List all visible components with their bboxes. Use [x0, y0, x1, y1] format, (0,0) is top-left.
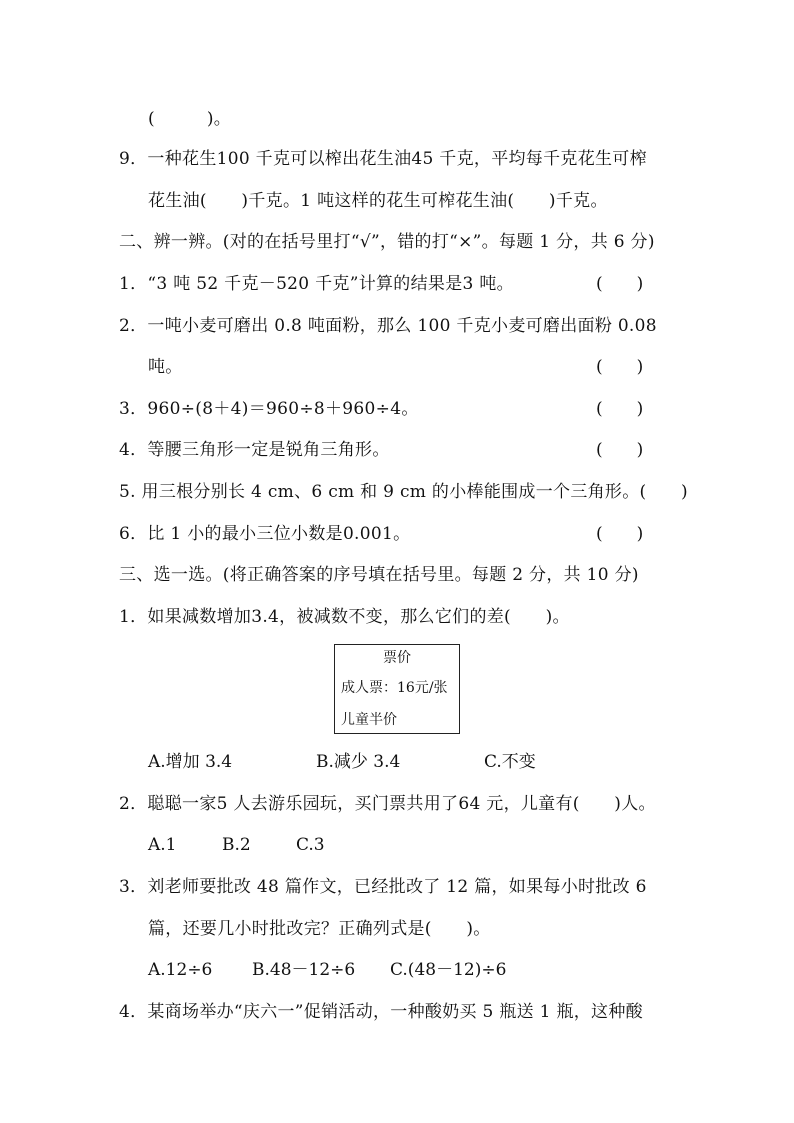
judge-5: 5. 用三根分别长 4 cm、6 cm 和 9 cm 的小棒能围成一个三角形。( ) [119, 482, 688, 502]
question-9-line-1: 9．一种花生100 千克可以榨出花生油45 千克，平均每千克花生可榨 [119, 149, 647, 169]
section-2-title: 二、辨一辨。(对的在括号里打“√”，错的打“×”。每题 1 分，共 6 分) [119, 232, 655, 252]
judge-2-answer: ( ) [596, 357, 644, 377]
judge-3-answer: ( ) [596, 399, 644, 419]
choice-3-options [148, 959, 506, 981]
choice-1-options [148, 751, 536, 773]
judge-3: 3．960÷(8＋4)＝960÷8＋960÷4。 [119, 399, 419, 419]
choice-2: 2．聪聪一家5 人去游乐园玩，买门票共用了64 元，儿童有( )人。 [119, 794, 656, 814]
option-a: A.1 [148, 835, 177, 855]
choice-4-line-1: 4．某商场举办“庆六一”促销活动，一种酸奶买 5 瓶送 1 瓶，这种酸 [119, 1002, 643, 1022]
ticket-title: 票价 [383, 650, 411, 666]
choice-1: 1．如果减数增加3.4，被减数不变，那么它们的差( )。 [119, 607, 570, 627]
choice-3-line-1: 3．刘老师要批改 48 篇作文，已经批改了 12 篇，如果每小时批改 6 [119, 877, 647, 897]
option-a: A.增加 3.4 [148, 752, 233, 772]
judge-6-answer: ( ) [596, 524, 644, 544]
judge-2-line-1: 2．一吨小麦可磨出 0.8 吨面粉，那么 100 千克小麦可磨出面粉 0.08 [119, 316, 657, 336]
ticket-child-price: 儿童半价 [341, 712, 397, 728]
ticket-adult-price: 成人票：16元/张 [341, 680, 448, 696]
q8-answer-blank: ( )。 [148, 109, 232, 129]
option-a: A.12÷6 [148, 960, 213, 980]
judge-1-answer: ( ) [596, 274, 644, 294]
section-3-title: 三、选一选。(将正确答案的序号填在括号里。每题 2 分，共 10 分) [119, 565, 639, 585]
option-b: B.2 [222, 835, 251, 855]
judge-4-answer: ( ) [596, 440, 644, 460]
option-b: B.减少 3.4 [316, 752, 401, 772]
judge-6: 6．比 1 小的最小三位小数是0.001。 [119, 524, 411, 544]
choice-2-options [148, 834, 325, 856]
judge-1: 1．“3 吨 52 千克－520 千克”计算的结果是3 吨。 [119, 274, 514, 294]
judge-2-line-2: 吨。 [148, 357, 183, 377]
option-c: C.(48－12)÷6 [390, 960, 507, 980]
option-c: C.3 [296, 835, 325, 855]
judge-4: 4．等腰三角形一定是锐角三角形。 [119, 440, 390, 460]
option-c: C.不变 [484, 752, 536, 772]
option-b: B.48－12÷6 [252, 960, 356, 980]
question-9-line-2: 花生油( )千克。1 吨这样的花生可榨花生油( )千克。 [148, 191, 608, 211]
choice-3-line-2: 篇，还要几小时批改完？正确列式是( )。 [148, 919, 491, 939]
ticket-price-box [334, 644, 460, 734]
